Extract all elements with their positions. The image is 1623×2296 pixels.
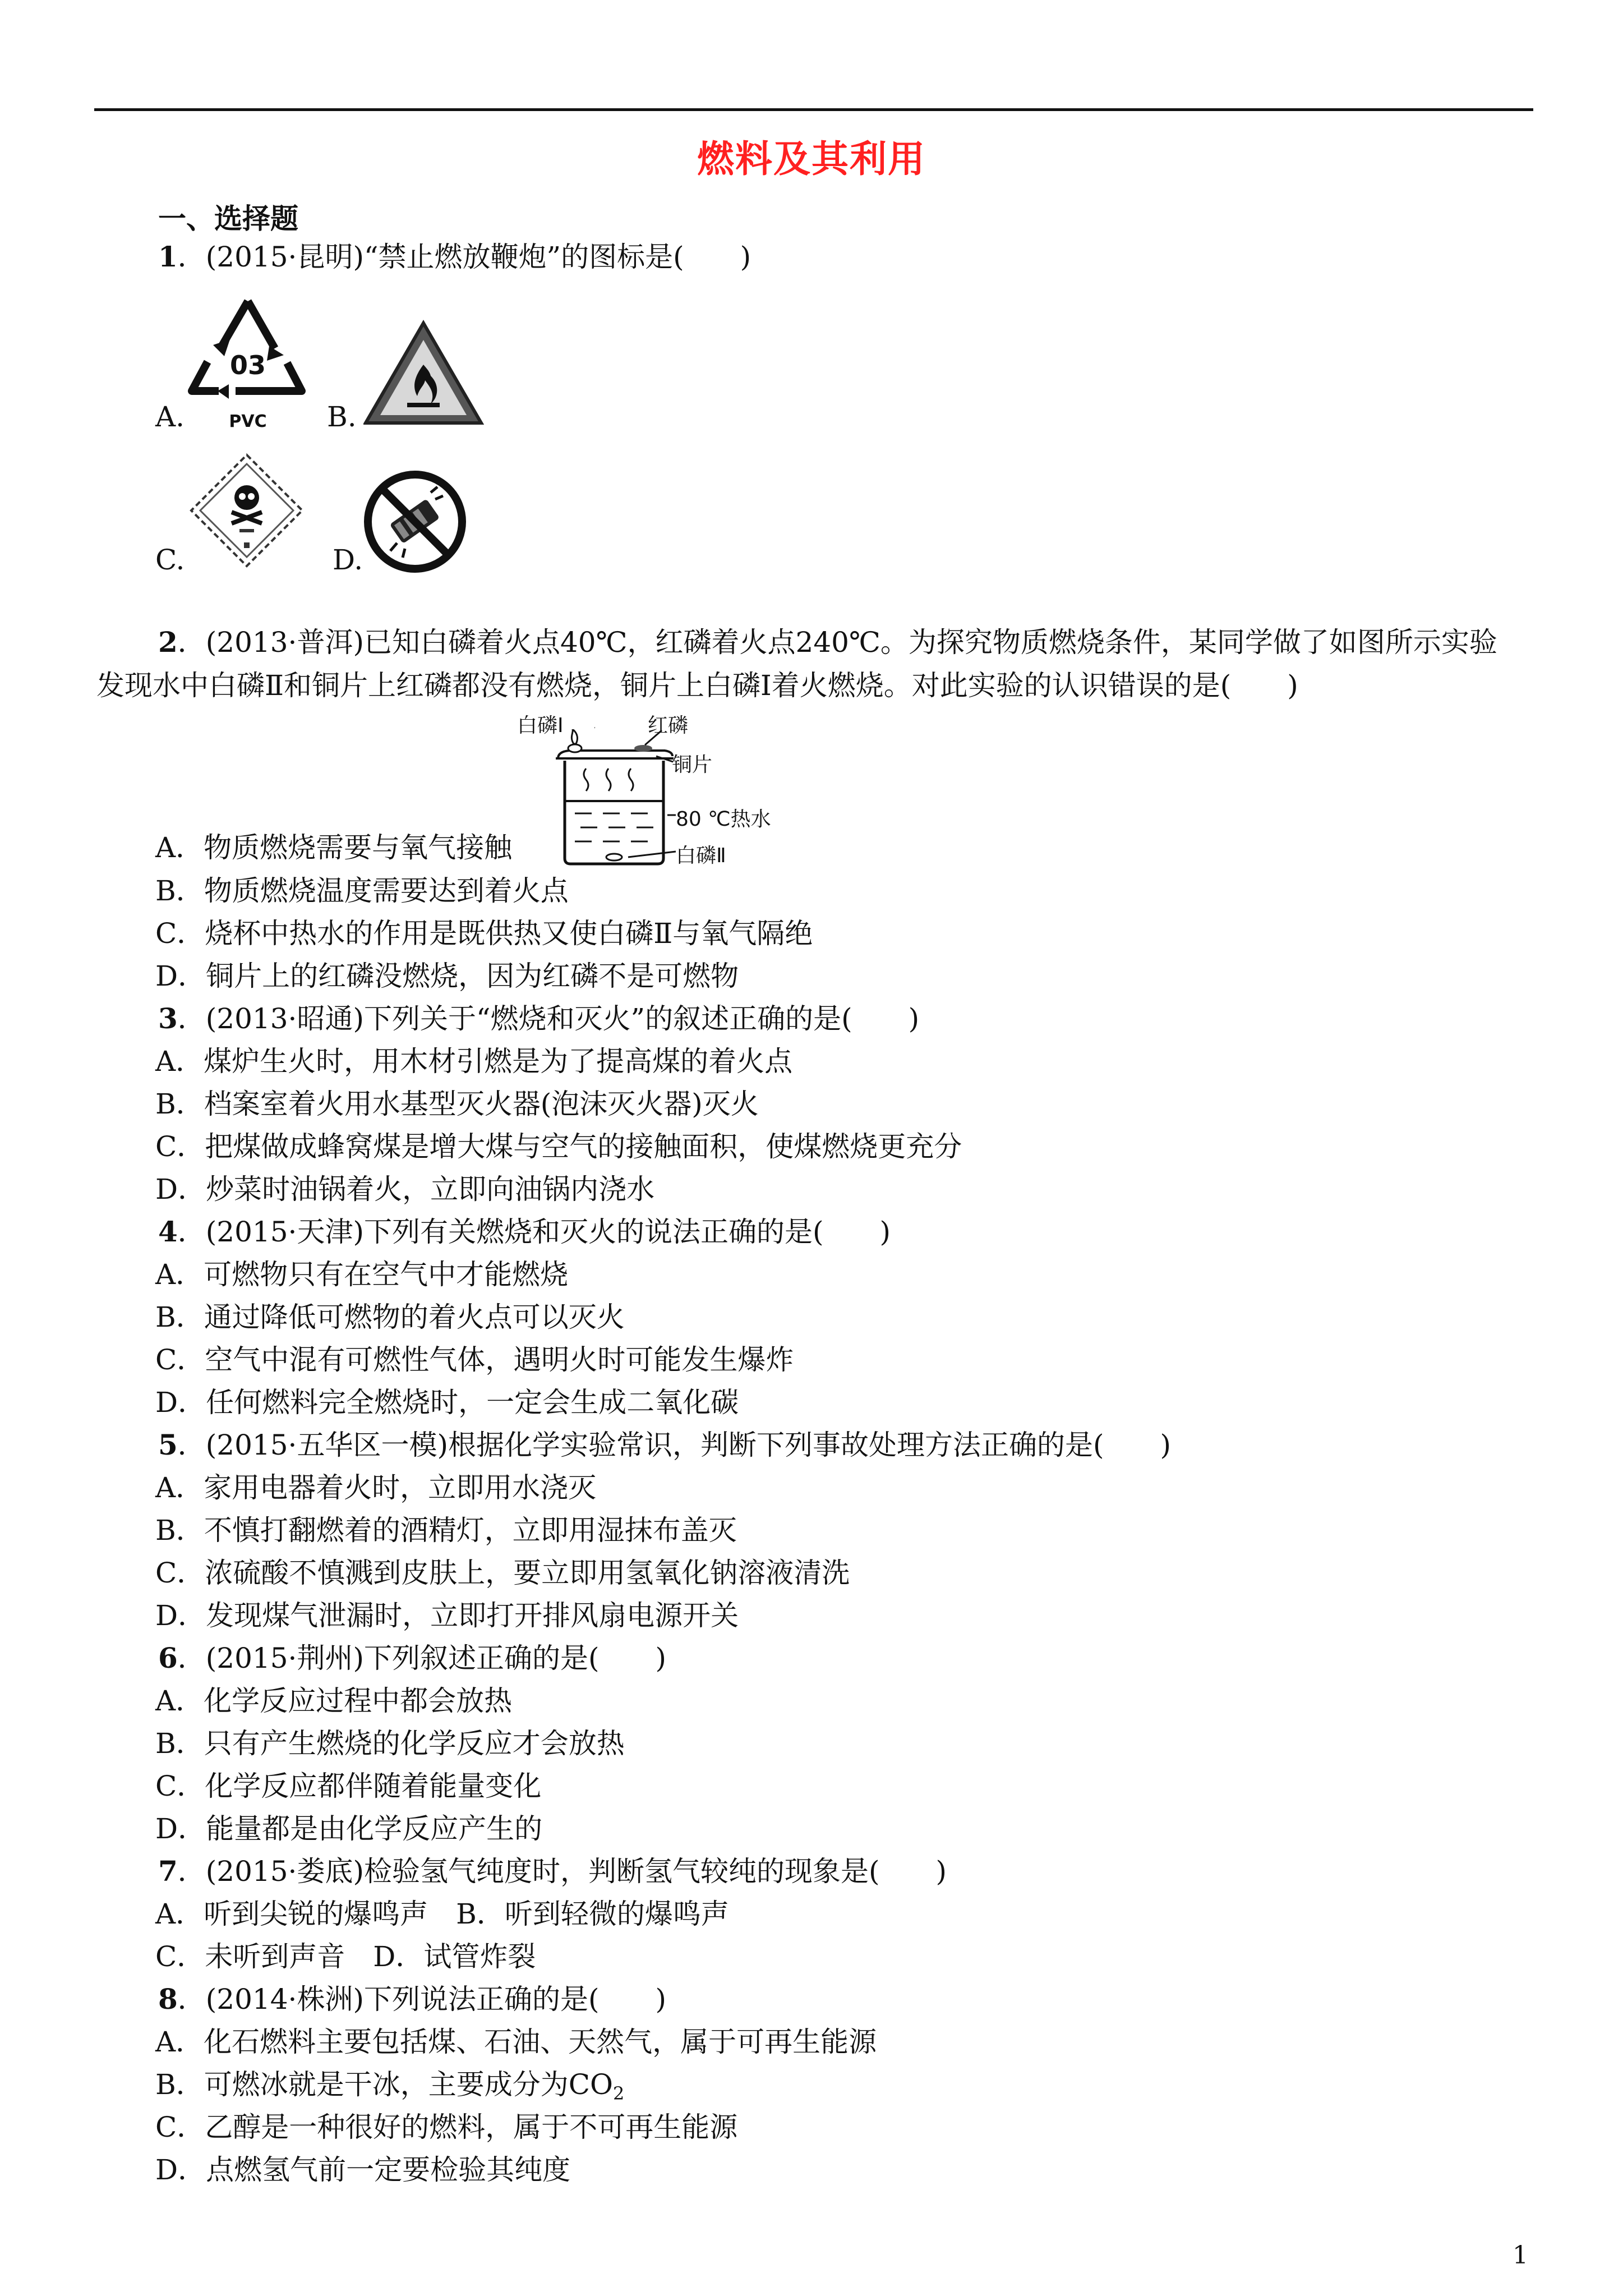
q5-option-a: A．家用电器着火时，立即用水浇灭 bbox=[155, 1471, 597, 1504]
question-8 bbox=[158, 1982, 666, 2016]
no-firecrackers-icon bbox=[363, 470, 467, 574]
q5-option-b: B．不慎打翻燃着的酒精灯，立即用湿抹布盖灭 bbox=[155, 1514, 737, 1547]
option-label-a: A. bbox=[155, 401, 185, 433]
q4-option-a: A．可燃物只有在空气中才能燃烧 bbox=[155, 1258, 569, 1291]
q3-option-a: A．煤炉生火时，用木材引燃是为了提高煤的着火点 bbox=[155, 1045, 793, 1078]
label-copper-sheet: 铜片 bbox=[672, 753, 713, 776]
page-number: 1 bbox=[1513, 2241, 1528, 2270]
q8-option-b-subscript: 2 bbox=[613, 2083, 625, 2104]
q4-option-d: D．任何燃料完全燃烧时，一定会生成二氧化碳 bbox=[155, 1386, 739, 1419]
question-number: 8 bbox=[158, 1982, 178, 2016]
q5-option-d: D．发现煤气泄漏时，立即打开排风扇电源开关 bbox=[155, 1599, 739, 1632]
figure-leader-lines bbox=[594, 718, 679, 867]
q8-option-c: C．乙醇是一种很好的燃料，属于不可再生能源 bbox=[155, 2111, 738, 2143]
label-white-phosphorus-2: 白磷Ⅱ bbox=[676, 844, 726, 867]
q3-option-d: D．炒菜时油锅着火，立即向油锅内浇水 bbox=[155, 1173, 655, 1205]
question-text: ．(2015·天津)下列有关燃烧和灭火的说法正确的是( ) bbox=[177, 1216, 891, 1248]
question-5 bbox=[158, 1428, 1171, 1462]
question-number: 1 bbox=[158, 240, 178, 273]
q2-option-a: A．物质燃烧需要与氧气接触 bbox=[155, 831, 513, 864]
question-text: ．(2013·昭通)下列关于“燃烧和灭火”的叙述正确的是( ) bbox=[177, 1002, 920, 1035]
question-1 bbox=[158, 240, 751, 274]
q2-option-c: C．烧杯中热水的作用是既供热又使白磷Ⅱ与氧气隔绝 bbox=[155, 917, 813, 950]
q7-options-cd: C．未听到声音 D．试管炸裂 bbox=[155, 1940, 536, 1973]
question-text: ．(2015·昆明)“禁止燃放鞭炮”的图标是( ) bbox=[177, 241, 751, 273]
page-title: 燃料及其利用 bbox=[697, 137, 926, 181]
label-white-phosphorus-1: 白磷Ⅰ bbox=[517, 714, 564, 737]
q5-option-c: C．浓硫酸不慎溅到皮肤上，要立即用氢氧化钠溶液清洗 bbox=[155, 1557, 850, 1589]
q3-option-c: C．把煤做成蜂窝煤是增大煤与空气的接触面积，使煤燃烧更充分 bbox=[155, 1130, 962, 1163]
question-number: 7 bbox=[158, 1855, 178, 1888]
question-text: ．(2014·株洲)下列说法正确的是( ) bbox=[177, 1983, 666, 2016]
question-text-line-1: ．(2013·普洱)已知白磷着火点40℃，红磷着火点240℃。为探究物质燃烧条件，某同学做了如图所示实验 bbox=[177, 626, 1497, 659]
section-heading: 一、选择题 bbox=[158, 203, 298, 235]
question-7 bbox=[158, 1855, 947, 1888]
recycle-pvc-icon bbox=[185, 295, 311, 435]
option-label-d: D. bbox=[333, 544, 363, 576]
flammable-warning-icon bbox=[363, 320, 484, 426]
option-label-c: C. bbox=[155, 544, 185, 576]
question-6 bbox=[158, 1641, 666, 1675]
recycle-caption: PVC bbox=[229, 412, 267, 431]
q6-option-a: A．化学反应过程中都会放热 bbox=[155, 1685, 513, 1717]
q7-options-ab: A．听到尖锐的爆鸣声 B．听到轻微的爆鸣声 bbox=[155, 1898, 729, 1930]
q6-option-d: D．能量都是由化学反应产生的 bbox=[155, 1812, 543, 1845]
question-2-line-2: 发现水中白磷Ⅱ和铜片上红磷都没有燃烧，铜片上白磷Ⅰ着火燃烧。对此实验的认识错误的是( ) bbox=[96, 669, 1298, 702]
q8-option-d: D．点燃氢气前一定要检验其纯度 bbox=[155, 2154, 571, 2186]
q4-option-b: B．通过降低可燃物的着火点可以灭火 bbox=[155, 1301, 625, 1333]
question-4 bbox=[158, 1215, 891, 1249]
question-text: ．(2015·五华区一模)根据化学实验常识，判断下列事故处理方法正确的是( ) bbox=[177, 1429, 1171, 1461]
question-number: 5 bbox=[158, 1428, 178, 1461]
label-red-phosphorus: 红磷 bbox=[648, 714, 689, 737]
q8-option-b-text: B．可燃冰就是干冰，主要成分为CO bbox=[155, 2068, 613, 2101]
question-text: ．(2015·娄底)检验氢气纯度时，判断氢气较纯的现象是( ) bbox=[177, 1855, 947, 1888]
q6-option-c: C．化学反应都伴随着能量变化 bbox=[155, 1770, 542, 1802]
q8-option-b bbox=[155, 2068, 624, 2110]
question-2 bbox=[158, 625, 1497, 659]
q6-option-b: B．只有产生燃烧的化学反应才会放热 bbox=[155, 1727, 625, 1760]
toxic-hazard-icon bbox=[188, 452, 306, 569]
recycle-number: 03 bbox=[229, 350, 266, 380]
question-number: 3 bbox=[158, 1002, 178, 1035]
question-number: 4 bbox=[158, 1215, 178, 1248]
q8-option-a: A．化石燃料主要包括煤、石油、天然气，属于可再生能源 bbox=[155, 2026, 877, 2058]
header-rule bbox=[94, 108, 1533, 111]
option-label-b: B. bbox=[327, 401, 357, 433]
question-number: 2 bbox=[158, 625, 178, 659]
q2-option-b: B．物质燃烧温度需要达到着火点 bbox=[155, 875, 569, 907]
question-number: 6 bbox=[158, 1641, 178, 1674]
label-hot-water: 80 ℃热水 bbox=[676, 808, 771, 831]
q4-option-c: C．空气中混有可燃性气体，遇明火时可能发生爆炸 bbox=[155, 1343, 794, 1376]
question-3 bbox=[158, 1002, 919, 1036]
question-text: ．(2015·荆州)下列叙述正确的是( ) bbox=[177, 1642, 666, 1674]
q2-option-d: D．铜片上的红磷没燃烧，因为红磷不是可燃物 bbox=[155, 960, 739, 992]
q3-option-b: B．档案室着火用水基型灭火器(泡沫灭火器)灭火 bbox=[155, 1088, 759, 1120]
